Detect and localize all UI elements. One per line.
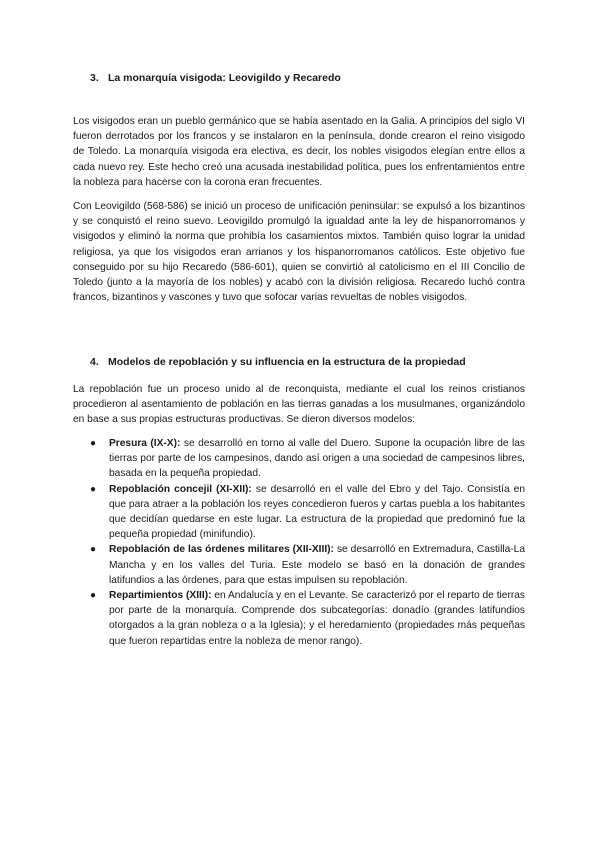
section-3-paragraph-1: Los visigodos eran un pueblo germánico que se había asentado en la Galia. A principios del siglo VI fueron derrotados por los francos y se instalaron en la península, donde crearon el reino visigodo de Toledo. La monarquía visigoda era electiva, es decir, los nobles visigodos elegían entre ellos a cada nuevo rey. Este hecho creó una acusada inestabilidad política, pues los enfrentamientos entre la nobleza para hacerse con la corona eran frecuentes. bbox=[73, 116, 525, 188]
list-item bbox=[90, 482, 525, 543]
bullet-icon: ● bbox=[90, 590, 97, 602]
list-item-text: se desarrolló en Extremadura, Castilla-La Mancha y en los valles del Turia. Este modelo se basó en la donación de grandes latifundios a las órdenes, para que estas impulsen su repoblación. bbox=[109, 544, 525, 586]
list-item-term: Presura (IX-X): bbox=[109, 438, 181, 449]
bullet-icon: ● bbox=[90, 438, 97, 449]
section-4-heading bbox=[90, 355, 466, 369]
list-item-text: en Andalucía y en el Levante. Se caracterizó por el reparto de tierras por parte de la monarquía. Comprende dos subcategorías: donadío (grandes latifundios otorgados a la gran nobleza o a la Iglesia); y el heredamiento (propiedades más pequeñas que fueron repartidas entre la nobleza de menor rango). bbox=[109, 590, 525, 647]
list-item-term: Repoblación de las órdenes militares (XII-XIII): bbox=[109, 544, 334, 556]
repoblacion-models-list bbox=[90, 436, 525, 649]
bullet-icon: ● bbox=[90, 544, 97, 556]
section-4-title: Modelos de repoblación y su influencia en la estructura de la propiedad bbox=[108, 356, 466, 368]
section-3-heading bbox=[90, 71, 341, 85]
list-item-term: Repartimientos (XIII): bbox=[109, 590, 212, 602]
list-item-text: se desarrolló en torno al valle del Duero. Supone la ocupación libre de las tierras por parte de los campesinos, dando así origen a una sociedad de campesinos libres, basada en la pequeña propiedad. bbox=[109, 438, 526, 480]
bullet-icon: ● bbox=[90, 483, 97, 495]
list-item-text: se desarrolló en el valle del Ebro y del Tajo. Consistía en que para atraer a la población los reyes concedieron fueros y cartas puebla a los habitantes que decidían quedarse en este lugar. La estructura de la propiedad que predominó fue la pequeña propiedad (minifundio). bbox=[109, 483, 525, 541]
section-4-intro: La repoblación fue un proceso unido al de reconquista, mediante el cual los reinos cristianos procedieron al asentamiento de población en las tierras ganadas a los musulmanes, organizándolo en base a sus propias estructuras productivas. Se dieron diversos modelos: bbox=[73, 384, 525, 426]
list-item bbox=[90, 436, 525, 482]
section-3-paragraph-2: Con Leovigildo (568-586) se inició un proceso de unificación peninsular: se expulsó a los bizantinos y se conquistó el reino suevo. Leovigildo promulgó la igualdad ante la ley de hispanorromanos y visigodos y eliminó la norma que prohibía los casamientos mixtos. También quiso lograr la unidad religiosa, ya que los visigodos eran arrianos y los hispanorromanos católicos. Este objetivo fue conseguido por su hijo Recaredo (586-601), quien se convirtió al catolicismo en el III Concilio de Toledo (junto a la mayoría de los nobles) y acabó con la división religiosa. Recaredo luchó contra francos, bizantinos y vascones y tuvo que sofocar varias revueltas de nobles visigodos. bbox=[73, 201, 525, 304]
section-4-number: 4. bbox=[90, 356, 99, 368]
list-item bbox=[90, 588, 525, 649]
section-3-number: 3. bbox=[90, 72, 99, 84]
section-3-title: La monarquía visigoda: Leovigildo y Recaredo bbox=[108, 72, 341, 84]
list-item bbox=[90, 542, 525, 588]
list-item-term: Repoblación concejil (XI-XII): bbox=[109, 483, 252, 495]
